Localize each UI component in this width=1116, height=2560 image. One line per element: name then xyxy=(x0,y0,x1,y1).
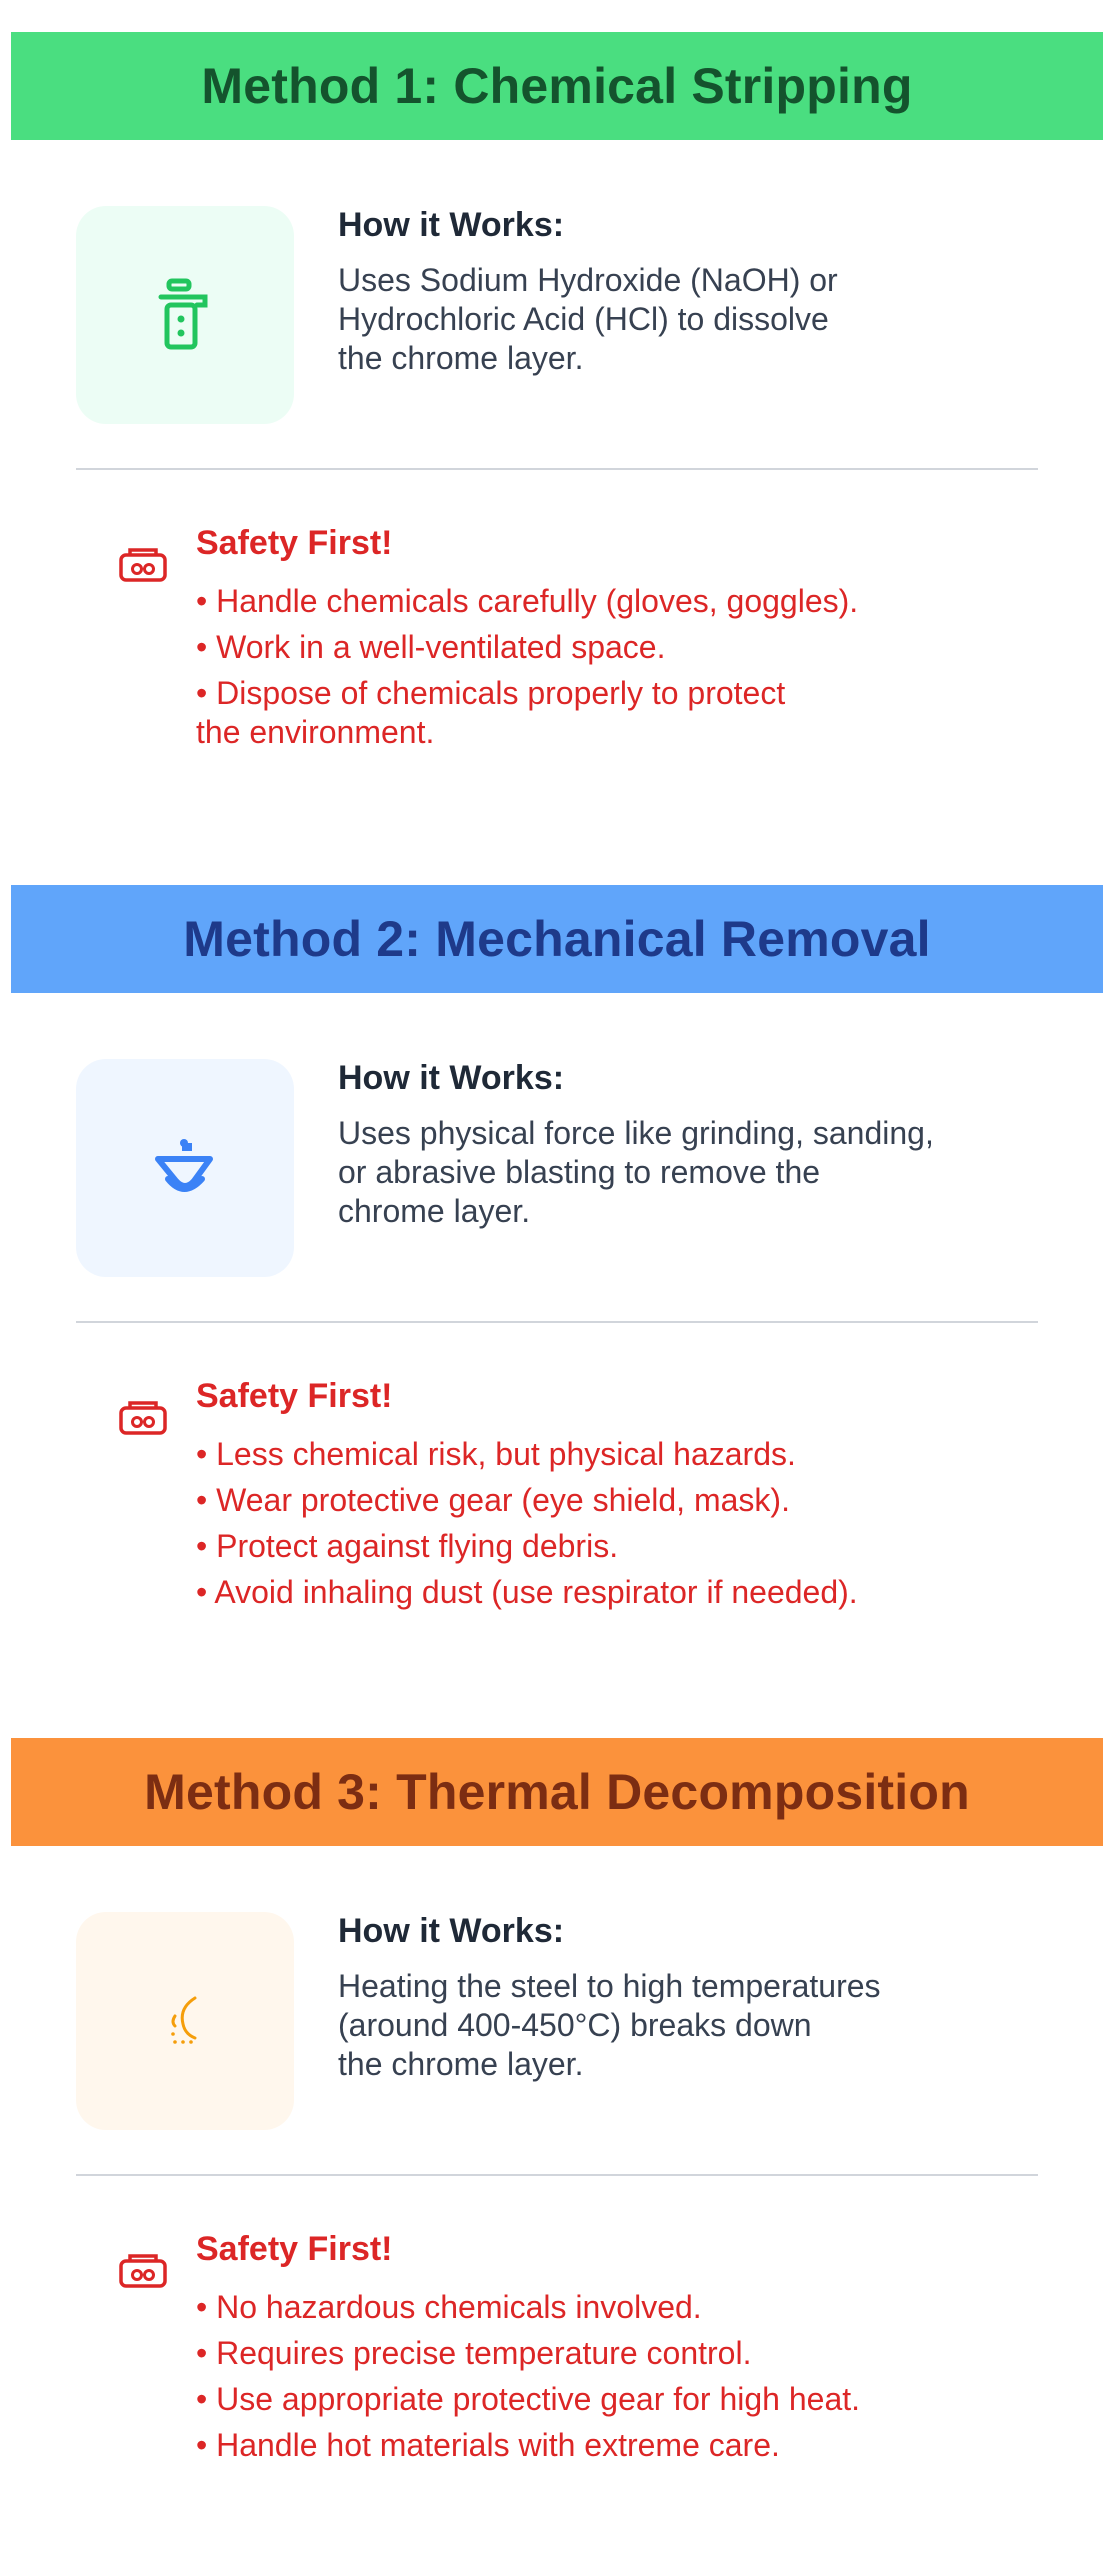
grinder-icon xyxy=(150,1133,220,1203)
warning-device-icon xyxy=(118,547,168,583)
method-1-safety-list xyxy=(196,578,996,752)
method-3-title: Method 3: Thermal Decomposition xyxy=(144,1764,970,1820)
safety-item: • No hazardous chemicals involved. xyxy=(196,2289,702,2325)
heat-icon xyxy=(165,1994,205,2048)
method-2-icon-box xyxy=(76,1059,294,1277)
method-2-banner xyxy=(11,885,1103,993)
safety-item: • Wear protective gear (eye shield, mask). xyxy=(196,1482,790,1518)
safety-item: • Avoid inhaling dust (use respirator if needed). xyxy=(196,1574,858,1610)
method-3-icon-box xyxy=(76,1912,294,2130)
flask-icon xyxy=(155,277,215,353)
method-2-how-text: Uses physical force like grinding, sanding, or abrasive blasting to remove the chrome layer. xyxy=(338,1115,934,1229)
safety-item: • Handle hot materials with extreme care. xyxy=(196,2427,780,2463)
method-2-how-title: How it Works: xyxy=(338,1059,565,1097)
method-1-icon-box xyxy=(76,206,294,424)
method-2-divider xyxy=(76,1321,1038,1323)
method-3-how-title: How it Works: xyxy=(338,1912,565,1950)
warning-device-icon xyxy=(118,1400,168,1436)
method-1-divider xyxy=(76,468,1038,470)
warning-device-icon xyxy=(118,2253,168,2289)
safety-item: • Use appropriate protective gear for high heat. xyxy=(196,2381,861,2417)
method-1-banner xyxy=(11,32,1103,140)
method-1-how-text: Uses Sodium Hydroxide (NaOH) or Hydrochloric Acid (HCl) to dissolve the chrome layer. xyxy=(338,262,838,376)
method-3-how-text: Heating the steel to high temperatures (around 400-450°C) breaks down the chrome layer. xyxy=(338,1968,881,2082)
safety-item: • Dispose of chemicals properly to protect the environment. xyxy=(196,675,786,750)
method-1-title: Method 1: Chemical Stripping xyxy=(201,58,913,114)
method-1-safety-title: Safety First! xyxy=(196,524,393,562)
safety-item: • Requires precise temperature control. xyxy=(196,2335,752,2371)
method-3-safety-list xyxy=(196,2284,996,2468)
method-3-divider xyxy=(76,2174,1038,2176)
method-3-banner xyxy=(11,1738,1103,1846)
safety-item: • Work in a well-ventilated space. xyxy=(196,629,666,665)
method-3-safety-title: Safety First! xyxy=(196,2230,393,2268)
method-2-safety-title: Safety First! xyxy=(196,1377,393,1415)
safety-item: • Less chemical risk, but physical hazards. xyxy=(196,1436,796,1472)
method-1-how-title: How it Works: xyxy=(338,206,565,244)
safety-item: • Handle chemicals carefully (gloves, goggles). xyxy=(196,583,859,619)
method-2-safety-list xyxy=(196,1431,996,1615)
method-2-title: Method 2: Mechanical Removal xyxy=(183,911,931,967)
safety-item: • Protect against flying debris. xyxy=(196,1528,619,1564)
